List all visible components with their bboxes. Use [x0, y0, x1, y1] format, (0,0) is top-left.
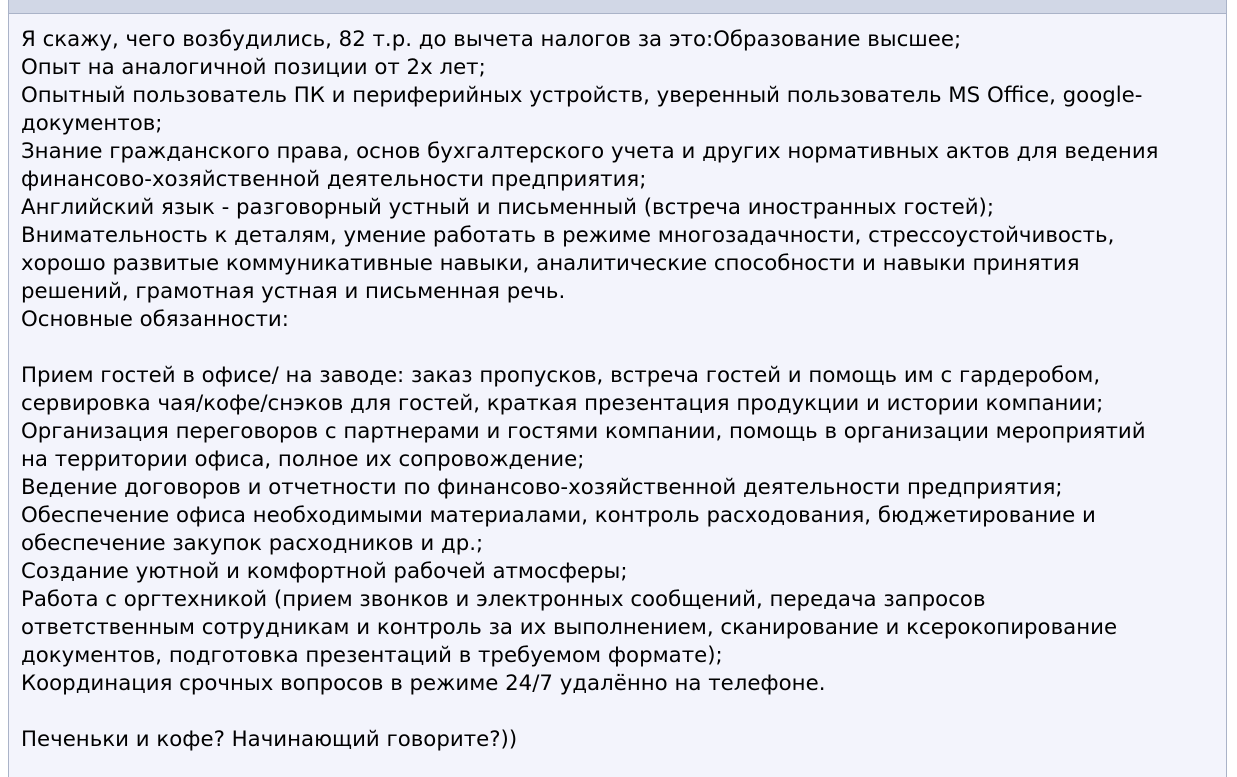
post-line: Основные обязанности: [21, 307, 289, 332]
post-line: Я скажу, чего возбудились, 82 т.р. до вычета налогов за это:Образование высшее; [21, 27, 962, 52]
post-line: Работа с оргтехникой (прием звонков и электронных сообщений, передача запросов [21, 587, 986, 612]
post-line: Прием гостей в офисе/ на заводе: заказ пропусков, встреча гостей и помощь им с гардеробом, [21, 363, 1101, 388]
post-line: решений, грамотная устная и письменная речь. [21, 279, 566, 304]
post-line: Организация переговоров с партнерами и гостями компании, помощь в организации мероприятий [21, 419, 1146, 444]
post-line: хорошо развитые коммуникативные навыки, аналитические способности и навыки принятия [21, 251, 1080, 276]
post-line: Координация срочных вопросов в режиме 24/7 удалённо на телефоне. [21, 671, 826, 696]
post-line: обеспечение закупок расходников и др.; [21, 531, 484, 556]
post-line: Знание гражданского права, основ бухгалтерского учета и других нормативных актов для ведения [21, 139, 1159, 164]
post-line: документов, подготовка презентаций в требуемом формате); [21, 643, 723, 668]
post-line: на территории офиса, полное их сопровождение; [21, 447, 585, 472]
post-line-blank [21, 334, 1221, 362]
post-line: сервировка чая/кофе/снэков для гостей, краткая презентация продукции и истории компании; [21, 391, 1104, 416]
post-header-bar [8, 0, 1227, 14]
post-line: Ведение договоров и отчетности по финансово-хозяйственной деятельности предприятия; [21, 475, 1063, 500]
post-line: Английский язык - разговорный устный и письменный (встреча иностранных гостей); [21, 195, 995, 220]
post-line: Опыт на аналогичной позиции от 2х лет; [21, 55, 486, 80]
post-line: Внимательность к деталям, умение работать в режиме многозадачности, стрессоустойчивость, [21, 223, 1115, 248]
post-line: Обеспечение офиса необходимыми материалами, контроль расходования, бюджетирование и [21, 503, 1096, 528]
post-line: Печеньки и кофе? Начинающий говорите?)) [21, 727, 518, 752]
post-line-blank [21, 698, 1221, 726]
post-line: документов; [21, 111, 163, 136]
post-message-text [21, 26, 1221, 754]
post-line: Создание уютной и комфортной рабочей атмосферы; [21, 559, 628, 584]
post-line: Опытный пользователь ПК и периферийных устройств, уверенный пользователь MS Office, google- [21, 83, 1143, 108]
post-line: ответственным сотрудникам и контроль за их выполнением, сканирование и ксерокопирование [21, 615, 1118, 640]
post-line: финансово-хозяйственной деятельности предприятия; [21, 167, 647, 192]
post-body [8, 14, 1227, 777]
